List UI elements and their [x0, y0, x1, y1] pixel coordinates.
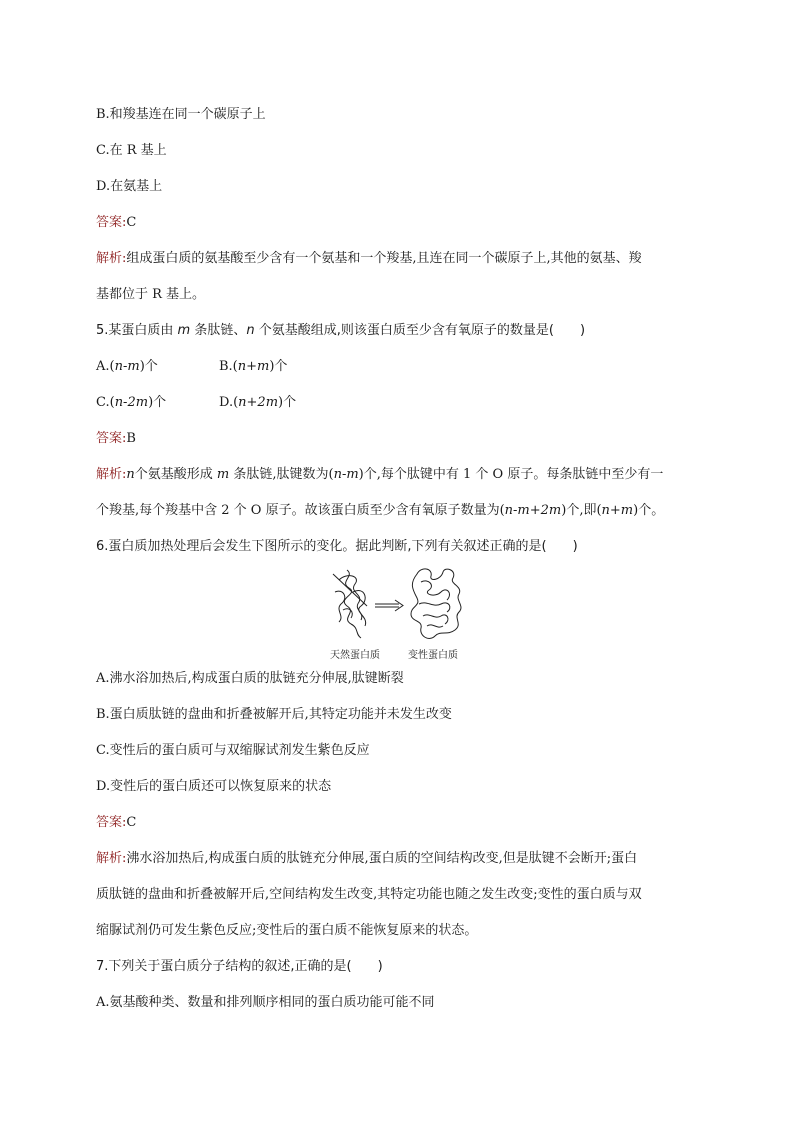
answer-value: C	[126, 215, 137, 230]
q6-stem: 6.蛋白质加热处理后会发生下图所示的变化。据此判断,下列有关叙述正确的是( )	[96, 539, 578, 554]
analysis-label: 解析:	[96, 851, 127, 866]
q6-option-c: C.变性后的蛋白质可与双缩脲试剂发生紫色反应	[96, 743, 370, 758]
q5-option-d: D.(n+2m)个	[219, 395, 297, 410]
protein-diagram	[325, 562, 470, 646]
transform-arrow	[375, 600, 403, 611]
q4-option-d: D.在氨基上	[96, 179, 163, 194]
q5-answer	[96, 430, 136, 448]
answer-value: C	[126, 815, 137, 830]
q5-stem: 5.某蛋白质由 m 条肽链、n 个氨基酸组成,则该蛋白质至少含有氧原子的数量是( )	[96, 323, 586, 338]
analysis-label: 解析:	[96, 251, 127, 266]
native-protein-caption: 天然蛋白质	[330, 650, 380, 661]
analysis-label: 解析:	[96, 467, 127, 482]
q5-analysis-line2: 个羧基,每个羧基中含 2 个 O 原子。故该蛋白质至少含有氧原子数量为(n-m+2m)个,即(n+m)个。	[96, 503, 665, 518]
q6-answer	[96, 814, 136, 832]
denatured-protein-caption: 变性蛋白质	[408, 650, 458, 661]
q5-analysis-line1: 解析:n个氨基酸形成 m 条肽链,肽键数为(n-m)个,每个肽键中有 1 个 O 原子。每条肽链中至少有一	[96, 467, 664, 482]
q7-option-a: A.氨基酸种类、数量和排列顺序相同的蛋白质功能可能不同	[96, 995, 435, 1010]
answer-value: B	[126, 431, 136, 446]
q4-option-c: C.在 R 基上	[96, 143, 167, 158]
denatured-protein-illustration	[411, 569, 461, 639]
answer-label: 答案:	[96, 431, 127, 446]
q6-analysis-line2: 质肽链的盘曲和折叠被解开后,空间结构发生改变,其特定功能也随之发生改变;变性的蛋白质与双	[96, 887, 642, 902]
answer-label: 答案:	[96, 815, 127, 830]
q4-answer	[96, 214, 136, 232]
q4-analysis-line1: 解析:组成蛋白质的氨基酸至少含有一个氨基和一个羧基,且连在同一个碳原子上,其他的氨基、羧	[96, 251, 642, 266]
q6-option-d: D.变性后的蛋白质还可以恢复原来的状态	[96, 779, 332, 794]
protein-denaturation-figure	[325, 562, 470, 662]
q6-analysis-line1: 解析:沸水浴加热后,构成蛋白质的肽链充分伸展,蛋白质的空间结构改变,但是肽键不会断开;蛋白	[96, 851, 638, 866]
answer-label: 答案:	[96, 215, 127, 230]
q5-option-b: B.(n+m)个	[219, 359, 288, 374]
native-protein-illustration	[333, 570, 367, 638]
q5-option-c: C.(n-2m)个	[96, 395, 167, 410]
q6-option-b: B.蛋白质肽链的盘曲和折叠被解开后,其特定功能并未发生改变	[96, 707, 452, 722]
q7-stem: 7.下列关于蛋白质分子结构的叙述,正确的是( )	[96, 959, 383, 974]
q4-option-b: B.和羧基连在同一个碳原子上	[96, 107, 266, 122]
q4-analysis-line2: 基都位于 R 基上。	[96, 287, 206, 302]
q6-option-a: A.沸水浴加热后,构成蛋白质的肽链充分伸展,肽键断裂	[96, 671, 404, 686]
q5-option-a: A.(n-m)个	[96, 359, 158, 374]
q6-analysis-line3: 缩脲试剂仍可发生紫色反应;变性后的蛋白质不能恢复原来的状态。	[96, 923, 478, 938]
